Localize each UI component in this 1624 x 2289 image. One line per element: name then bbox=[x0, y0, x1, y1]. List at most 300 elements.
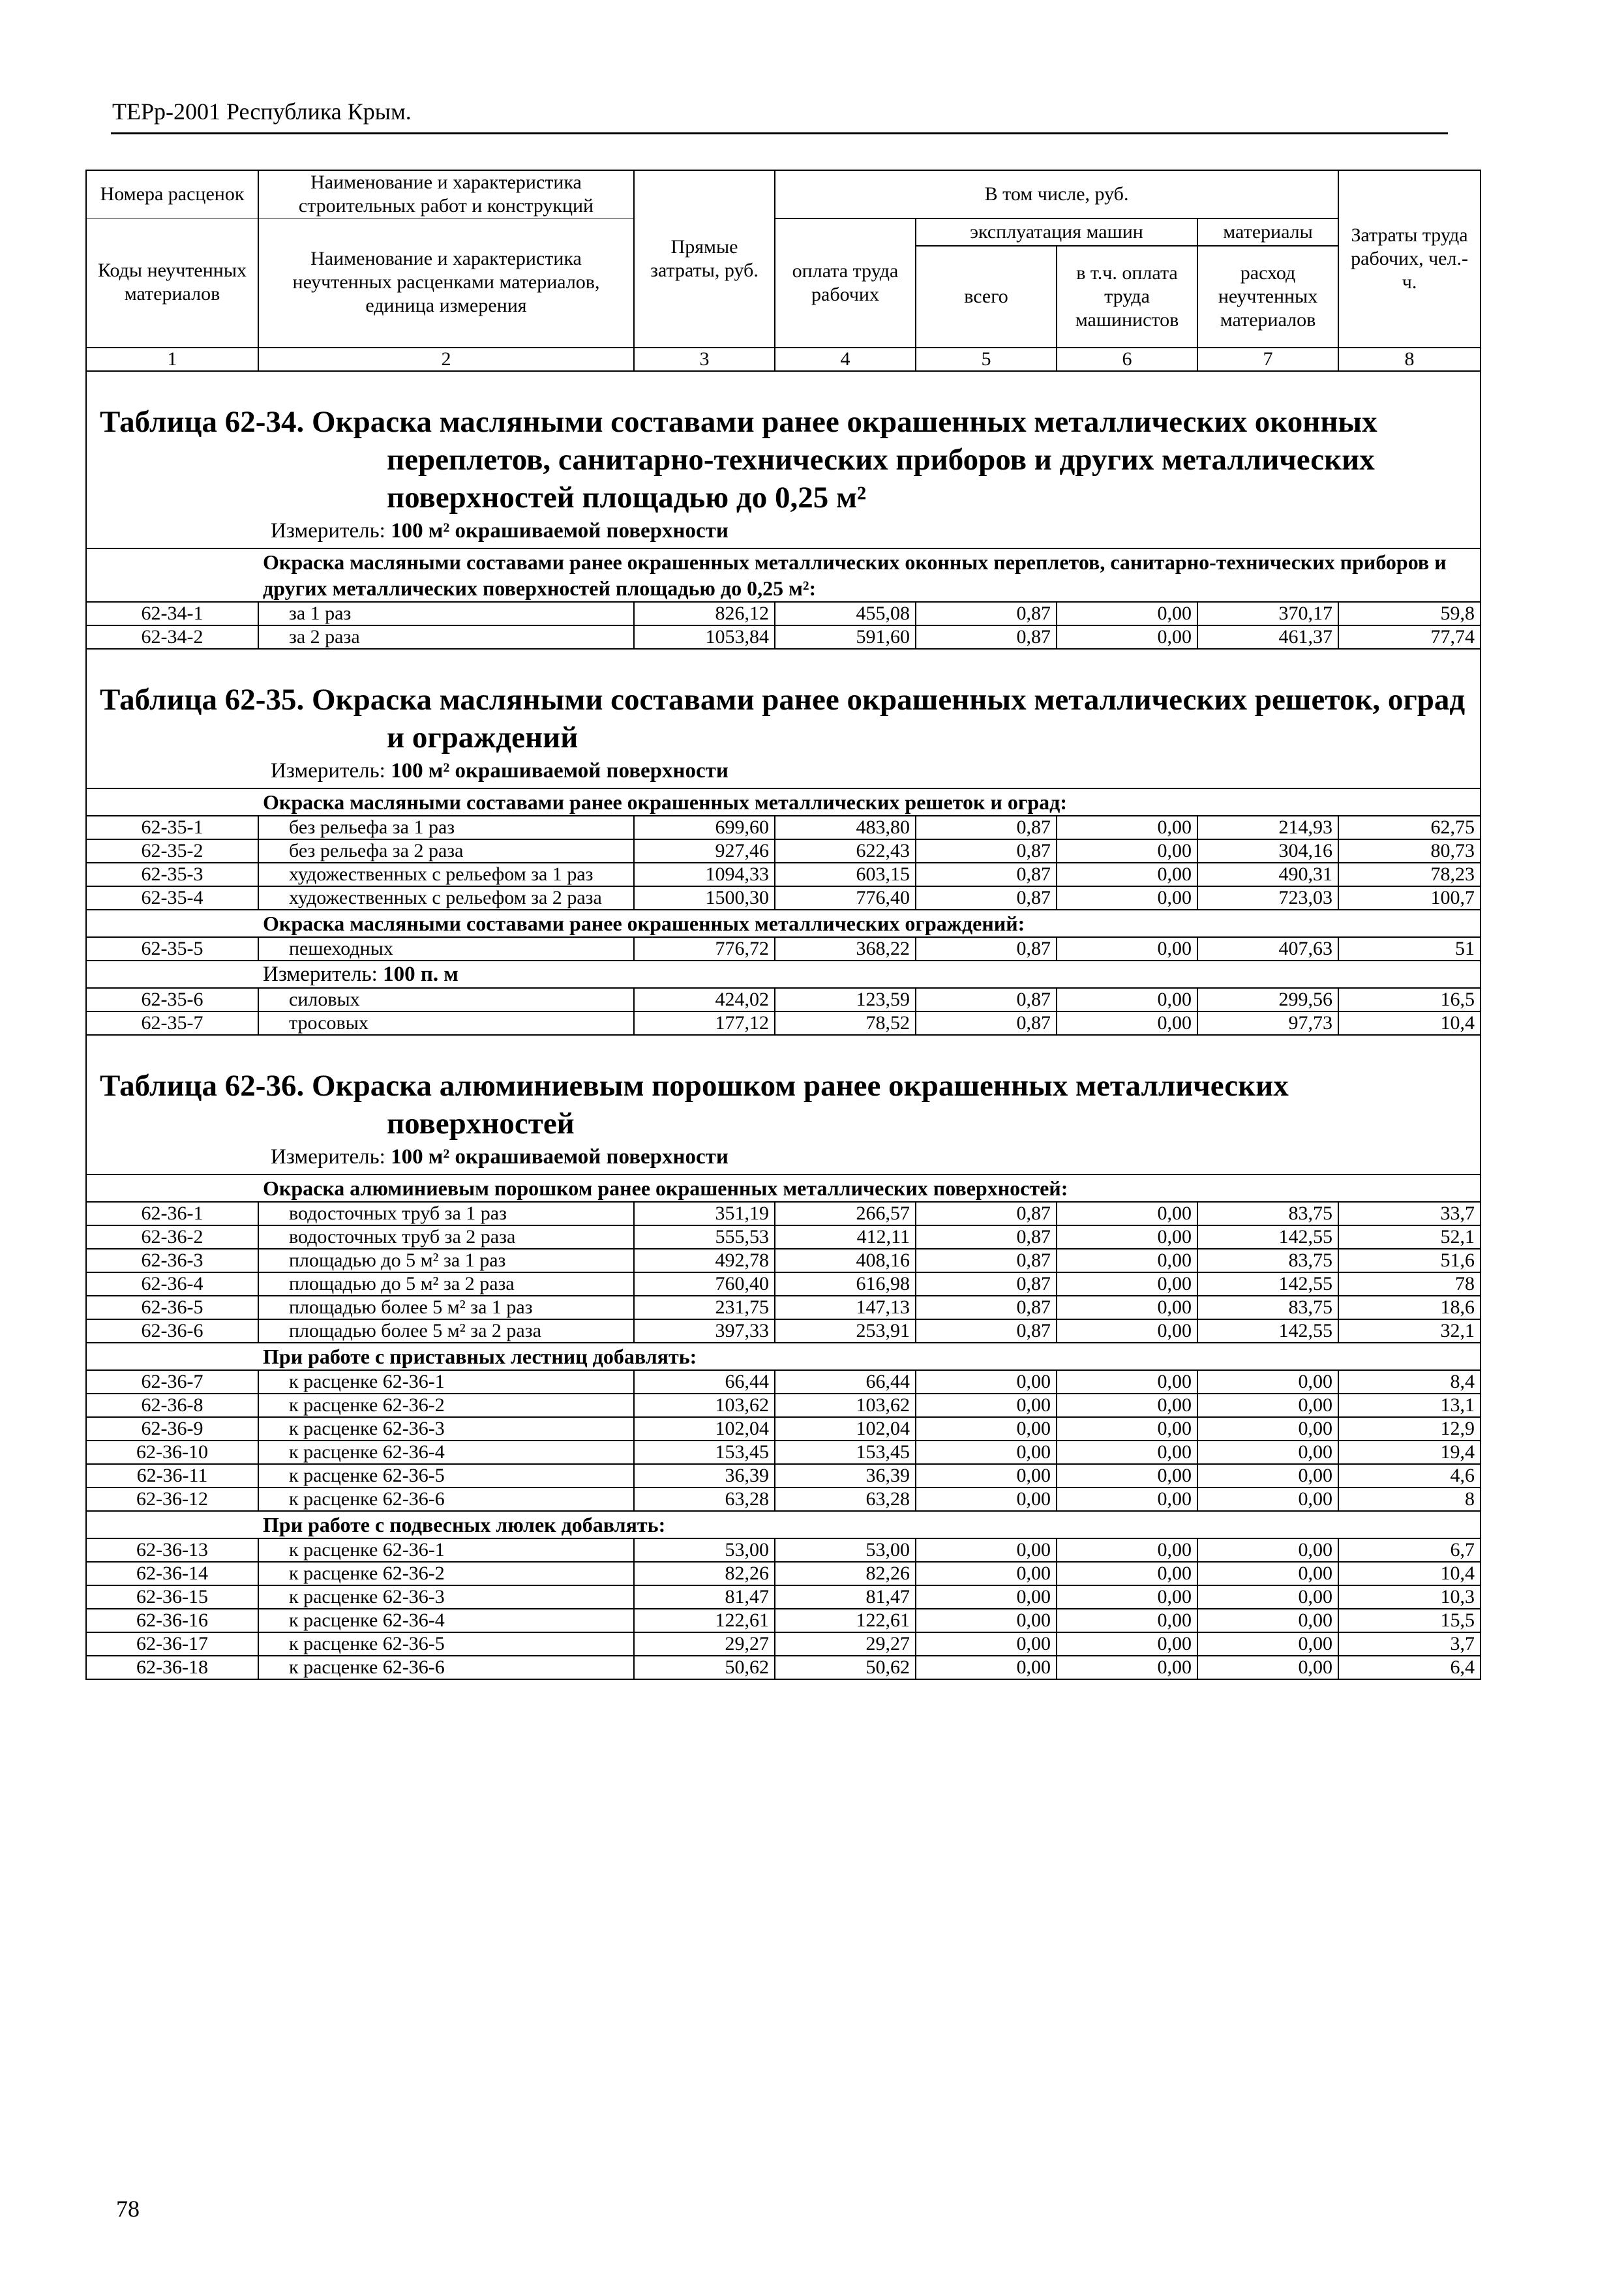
labor-pay: 153,45 bbox=[775, 1441, 916, 1464]
operator-pay: 0,00 bbox=[1057, 1394, 1197, 1417]
direct-cost: 555,53 bbox=[634, 1225, 775, 1249]
machines-total: 0,00 bbox=[916, 1609, 1057, 1632]
operator-pay: 0,00 bbox=[1057, 1585, 1197, 1609]
group-measure-row bbox=[86, 961, 1481, 988]
labor-pay: 591,60 bbox=[775, 625, 916, 649]
labor-hours: 3,7 bbox=[1338, 1632, 1481, 1656]
table-title: Таблица 62-35. Окраска масляными составами ранее окрашенных металлических решеток, оград и ограждений bbox=[100, 682, 1466, 755]
direct-cost: 103,62 bbox=[634, 1394, 775, 1417]
col-number-7: 7 bbox=[1197, 348, 1338, 371]
operator-pay: 0,00 bbox=[1057, 1488, 1197, 1511]
materials-cost: 0,00 bbox=[1197, 1656, 1338, 1679]
materials-cost: 0,00 bbox=[1197, 1585, 1338, 1609]
operator-pay: 0,00 bbox=[1057, 1011, 1197, 1035]
operator-pay: 0,00 bbox=[1057, 1370, 1197, 1394]
direct-cost: 102,04 bbox=[634, 1417, 775, 1441]
machines-total: 0,00 bbox=[916, 1562, 1057, 1585]
labor-hours: 77,74 bbox=[1338, 625, 1481, 649]
table-row bbox=[86, 1632, 1481, 1656]
direct-cost: 29,27 bbox=[634, 1632, 775, 1656]
direct-cost: 826,12 bbox=[634, 602, 775, 625]
col-number-2: 2 bbox=[258, 348, 634, 371]
machines-total: 0,87 bbox=[916, 1319, 1057, 1343]
machines-total: 0,87 bbox=[916, 625, 1057, 649]
rate-code: 62-35-3 bbox=[86, 863, 258, 886]
materials-cost: 299,56 bbox=[1197, 988, 1338, 1011]
labor-pay: 78,52 bbox=[775, 1011, 916, 1035]
labor-hours: 8 bbox=[1338, 1488, 1481, 1511]
table-row bbox=[86, 1272, 1481, 1296]
table-row bbox=[86, 1562, 1481, 1585]
labor-pay: 455,08 bbox=[775, 602, 916, 625]
work-description: площадью более 5 м² за 1 раз bbox=[258, 1296, 634, 1319]
rate-code: 62-36-16 bbox=[86, 1609, 258, 1632]
rate-code: 62-36-6 bbox=[86, 1319, 258, 1343]
labor-hours: 51 bbox=[1338, 937, 1481, 961]
labor-hours: 100,7 bbox=[1338, 886, 1481, 910]
labor-pay: 123,59 bbox=[775, 988, 916, 1011]
hdr-col3: Прямые затраты, руб. bbox=[634, 170, 775, 348]
direct-cost: 66,44 bbox=[634, 1370, 775, 1394]
direct-cost: 760,40 bbox=[634, 1272, 775, 1296]
work-description: к расценке 62-36-4 bbox=[258, 1441, 634, 1464]
direct-cost: 424,02 bbox=[634, 988, 775, 1011]
labor-hours: 59,8 bbox=[1338, 602, 1481, 625]
table-row bbox=[86, 988, 1481, 1011]
operator-pay: 0,00 bbox=[1057, 1538, 1197, 1562]
operator-pay: 0,00 bbox=[1057, 1441, 1197, 1464]
table-row bbox=[86, 937, 1481, 961]
group-heading: Окраска масляными составами ранее окрашенных металлических решеток и оград: bbox=[86, 788, 1481, 816]
table-row bbox=[86, 863, 1481, 886]
operator-pay: 0,00 bbox=[1057, 1319, 1197, 1343]
table-heading-row bbox=[86, 371, 1481, 548]
labor-pay: 53,00 bbox=[775, 1538, 916, 1562]
direct-cost: 397,33 bbox=[634, 1319, 775, 1343]
direct-cost: 36,39 bbox=[634, 1464, 775, 1488]
measure-label: Измеритель: bbox=[271, 518, 385, 543]
labor-pay: 50,62 bbox=[775, 1656, 916, 1679]
operator-pay: 0,00 bbox=[1057, 602, 1197, 625]
table-row bbox=[86, 1225, 1481, 1249]
work-description: к расценке 62-36-3 bbox=[258, 1585, 634, 1609]
operator-pay: 0,00 bbox=[1057, 937, 1197, 961]
rate-code: 62-35-5 bbox=[86, 937, 258, 961]
operator-pay: 0,00 bbox=[1057, 1632, 1197, 1656]
table-row bbox=[86, 1370, 1481, 1394]
hdr-incl: В том числе, руб. bbox=[775, 170, 1338, 218]
work-description: площадью более 5 м² за 2 раза bbox=[258, 1319, 634, 1343]
machines-total: 0,87 bbox=[916, 816, 1057, 839]
machines-total: 0,00 bbox=[916, 1632, 1057, 1656]
machines-total: 0,00 bbox=[916, 1585, 1057, 1609]
rates-table bbox=[85, 170, 1481, 1680]
labor-hours: 51,6 bbox=[1338, 1249, 1481, 1272]
work-description: за 2 раза bbox=[258, 625, 634, 649]
labor-pay: 36,39 bbox=[775, 1464, 916, 1488]
materials-cost: 83,75 bbox=[1197, 1202, 1338, 1225]
materials-cost: 142,55 bbox=[1197, 1225, 1338, 1249]
table-header bbox=[86, 170, 1481, 371]
hdr-col7: расход неучтенных материалов bbox=[1197, 246, 1338, 348]
labor-hours: 4,6 bbox=[1338, 1464, 1481, 1488]
labor-hours: 6,7 bbox=[1338, 1538, 1481, 1562]
table-row bbox=[86, 602, 1481, 625]
table-title: Таблица 62-34. Окраска масляными составами ранее окрашенных металлических оконных переплетов, санитарно-технических приборов и других металлических поверхностей площадью до 0,25 м² bbox=[100, 404, 1377, 515]
work-description: к расценке 62-36-4 bbox=[258, 1609, 634, 1632]
measure-line bbox=[100, 518, 1473, 544]
hdr-materials: материалы bbox=[1197, 218, 1338, 246]
rate-code: 62-36-3 bbox=[86, 1249, 258, 1272]
machines-total: 0,87 bbox=[916, 839, 1057, 863]
hdr-col5: всего bbox=[916, 246, 1057, 348]
table-row bbox=[86, 1538, 1481, 1562]
direct-cost: 50,62 bbox=[634, 1656, 775, 1679]
labor-hours: 10,4 bbox=[1338, 1011, 1481, 1035]
table-row bbox=[86, 1488, 1481, 1511]
materials-cost: 97,73 bbox=[1197, 1011, 1338, 1035]
labor-pay: 412,11 bbox=[775, 1225, 916, 1249]
direct-cost: 177,12 bbox=[634, 1011, 775, 1035]
labor-pay: 622,43 bbox=[775, 839, 916, 863]
table-section-title bbox=[86, 1035, 1481, 1174]
materials-cost: 304,16 bbox=[1197, 839, 1338, 863]
labor-pay: 776,40 bbox=[775, 886, 916, 910]
group-heading: При работе с подвесных люлек добавлять: bbox=[86, 1511, 1481, 1538]
group-heading-row bbox=[86, 1511, 1481, 1538]
direct-cost: 927,46 bbox=[634, 839, 775, 863]
labor-hours: 78 bbox=[1338, 1272, 1481, 1296]
direct-cost: 82,26 bbox=[634, 1562, 775, 1585]
operator-pay: 0,00 bbox=[1057, 625, 1197, 649]
materials-cost: 490,31 bbox=[1197, 863, 1338, 886]
table-body bbox=[86, 371, 1481, 1679]
col-number-6: 6 bbox=[1057, 348, 1197, 371]
labor-pay: 66,44 bbox=[775, 1370, 916, 1394]
operator-pay: 0,00 bbox=[1057, 839, 1197, 863]
labor-hours: 33,7 bbox=[1338, 1202, 1481, 1225]
labor-hours: 18,6 bbox=[1338, 1296, 1481, 1319]
header-rule bbox=[111, 132, 1448, 134]
rate-code: 62-36-18 bbox=[86, 1656, 258, 1679]
machines-total: 0,00 bbox=[916, 1488, 1057, 1511]
table-row bbox=[86, 1296, 1481, 1319]
group-heading: При работе с приставных лестниц добавлять: bbox=[86, 1343, 1481, 1370]
table-section-title bbox=[86, 649, 1481, 788]
labor-pay: 408,16 bbox=[775, 1249, 916, 1272]
work-description: к расценке 62-36-1 bbox=[258, 1538, 634, 1562]
labor-hours: 62,75 bbox=[1338, 816, 1481, 839]
group-heading: Окраска алюминиевым порошком ранее окрашенных металлических поверхностей: bbox=[86, 1174, 1481, 1202]
labor-pay: 81,47 bbox=[775, 1585, 916, 1609]
materials-cost: 370,17 bbox=[1197, 602, 1338, 625]
hdr-col2-top: Наименование и характеристика строительных работ и конструкций bbox=[258, 170, 634, 218]
operator-pay: 0,00 bbox=[1057, 1609, 1197, 1632]
materials-cost: 0,00 bbox=[1197, 1394, 1338, 1417]
labor-pay: 29,27 bbox=[775, 1632, 916, 1656]
rate-code: 62-36-10 bbox=[86, 1441, 258, 1464]
work-description: к расценке 62-36-1 bbox=[258, 1370, 634, 1394]
col-number-8: 8 bbox=[1338, 348, 1481, 371]
direct-cost: 153,45 bbox=[634, 1441, 775, 1464]
table-heading-row bbox=[86, 649, 1481, 788]
measure-value: 100 п. м bbox=[383, 962, 459, 986]
hdr-col1-top: Номера расценок bbox=[86, 170, 258, 218]
rate-code: 62-35-7 bbox=[86, 1011, 258, 1035]
work-description: художественных с рельефом за 2 раза bbox=[258, 886, 634, 910]
materials-cost: 723,03 bbox=[1197, 886, 1338, 910]
machines-total: 0,87 bbox=[916, 1011, 1057, 1035]
work-description: без рельефа за 2 раза bbox=[258, 839, 634, 863]
operator-pay: 0,00 bbox=[1057, 1272, 1197, 1296]
direct-cost: 699,60 bbox=[634, 816, 775, 839]
machines-total: 0,87 bbox=[916, 1202, 1057, 1225]
group-measure bbox=[86, 961, 1481, 988]
rate-code: 62-34-2 bbox=[86, 625, 258, 649]
work-description: пешеходных bbox=[258, 937, 634, 961]
direct-cost: 492,78 bbox=[634, 1249, 775, 1272]
materials-cost: 0,00 bbox=[1197, 1417, 1338, 1441]
direct-cost: 1500,30 bbox=[634, 886, 775, 910]
direct-cost: 776,72 bbox=[634, 937, 775, 961]
machines-total: 0,00 bbox=[916, 1394, 1057, 1417]
work-description: водосточных труб за 1 раз bbox=[258, 1202, 634, 1225]
rate-code: 62-36-2 bbox=[86, 1225, 258, 1249]
materials-cost: 83,75 bbox=[1197, 1296, 1338, 1319]
labor-pay: 102,04 bbox=[775, 1417, 916, 1441]
table-row bbox=[86, 886, 1481, 910]
machines-total: 0,00 bbox=[916, 1417, 1057, 1441]
machines-total: 0,00 bbox=[916, 1656, 1057, 1679]
machines-total: 0,87 bbox=[916, 988, 1057, 1011]
materials-cost: 83,75 bbox=[1197, 1249, 1338, 1272]
rate-code: 62-36-5 bbox=[86, 1296, 258, 1319]
measure-value: 100 м² окрашиваемой поверхности bbox=[391, 758, 729, 783]
materials-cost: 214,93 bbox=[1197, 816, 1338, 839]
labor-hours: 78,23 bbox=[1338, 863, 1481, 886]
table-row bbox=[86, 1585, 1481, 1609]
rate-code: 62-34-1 bbox=[86, 602, 258, 625]
work-description: к расценке 62-36-6 bbox=[258, 1656, 634, 1679]
rate-code: 62-35-2 bbox=[86, 839, 258, 863]
operator-pay: 0,00 bbox=[1057, 1249, 1197, 1272]
labor-hours: 32,1 bbox=[1338, 1319, 1481, 1343]
group-heading: Окраска масляными составами ранее окрашенных металлических оконных переплетов, санитарно-технических приборов и других металлических поверхностей площадью до 0,25 м²: bbox=[86, 548, 1481, 602]
work-description: без рельефа за 1 раз bbox=[258, 816, 634, 839]
materials-cost: 461,37 bbox=[1197, 625, 1338, 649]
rate-code: 62-36-11 bbox=[86, 1464, 258, 1488]
work-description: площадью до 5 м² за 1 раз bbox=[258, 1249, 634, 1272]
table-title: Таблица 62-36. Окраска алюминиевым порошком ранее окрашенных металлических поверхностей bbox=[100, 1068, 1289, 1141]
labor-hours: 6,4 bbox=[1338, 1656, 1481, 1679]
labor-hours: 16,5 bbox=[1338, 988, 1481, 1011]
direct-cost: 351,19 bbox=[634, 1202, 775, 1225]
operator-pay: 0,00 bbox=[1057, 1464, 1197, 1488]
table-row bbox=[86, 1464, 1481, 1488]
table-row bbox=[86, 1319, 1481, 1343]
operator-pay: 0,00 bbox=[1057, 1296, 1197, 1319]
work-description: к расценке 62-36-2 bbox=[258, 1562, 634, 1585]
measure-value: 100 м² окрашиваемой поверхности bbox=[391, 1144, 729, 1169]
hdr-col6: в т.ч. оплата труда машинистов bbox=[1057, 246, 1197, 348]
materials-cost: 142,55 bbox=[1197, 1272, 1338, 1296]
direct-cost: 63,28 bbox=[634, 1488, 775, 1511]
measure-label: Измеритель: bbox=[263, 962, 378, 986]
operator-pay: 0,00 bbox=[1057, 1417, 1197, 1441]
hdr-col1-bottom: Коды неучтенных материалов bbox=[86, 218, 258, 348]
rate-code: 62-35-1 bbox=[86, 816, 258, 839]
machines-total: 0,00 bbox=[916, 1464, 1057, 1488]
rate-code: 62-36-8 bbox=[86, 1394, 258, 1417]
hdr-col2-bottom: Наименование и характеристика неучтенных расценками материалов, единица измерения bbox=[258, 218, 634, 348]
rate-code: 62-36-12 bbox=[86, 1488, 258, 1511]
work-description: к расценке 62-36-5 bbox=[258, 1632, 634, 1656]
operator-pay: 0,00 bbox=[1057, 1656, 1197, 1679]
col-number-1: 1 bbox=[86, 348, 258, 371]
labor-pay: 63,28 bbox=[775, 1488, 916, 1511]
materials-cost: 142,55 bbox=[1197, 1319, 1338, 1343]
group-heading-row bbox=[86, 910, 1481, 937]
labor-pay: 147,13 bbox=[775, 1296, 916, 1319]
group-heading-row bbox=[86, 1343, 1481, 1370]
labor-pay: 103,62 bbox=[775, 1394, 916, 1417]
work-description: художественных с рельефом за 1 раз bbox=[258, 863, 634, 886]
work-description: тросовых bbox=[258, 1011, 634, 1035]
group-heading-row bbox=[86, 788, 1481, 816]
hdr-machines: эксплуатация машин bbox=[916, 218, 1197, 246]
work-description: к расценке 62-36-6 bbox=[258, 1488, 634, 1511]
col-number-4: 4 bbox=[775, 348, 916, 371]
machines-total: 0,00 bbox=[916, 1370, 1057, 1394]
table-section-title bbox=[86, 371, 1481, 548]
materials-cost: 0,00 bbox=[1197, 1441, 1338, 1464]
group-heading: Окраска масляными составами ранее окрашенных металлических ограждений: bbox=[86, 910, 1481, 937]
measure-value: 100 м² окрашиваемой поверхности bbox=[391, 518, 729, 543]
col-number-3: 3 bbox=[634, 348, 775, 371]
rate-code: 62-36-14 bbox=[86, 1562, 258, 1585]
table-row bbox=[86, 1609, 1481, 1632]
materials-cost: 0,00 bbox=[1197, 1464, 1338, 1488]
rate-code: 62-36-1 bbox=[86, 1202, 258, 1225]
direct-cost: 53,00 bbox=[634, 1538, 775, 1562]
direct-cost: 231,75 bbox=[634, 1296, 775, 1319]
work-description: за 1 раз bbox=[258, 602, 634, 625]
labor-hours: 10,4 bbox=[1338, 1562, 1481, 1585]
machines-total: 0,00 bbox=[916, 1441, 1057, 1464]
page-number: 78 bbox=[116, 2196, 140, 2222]
measure-line bbox=[100, 758, 1473, 784]
rate-code: 62-36-17 bbox=[86, 1632, 258, 1656]
measure-line bbox=[100, 1144, 1473, 1170]
rate-code: 62-36-15 bbox=[86, 1585, 258, 1609]
direct-cost: 1094,33 bbox=[634, 863, 775, 886]
hdr-col8: Затраты труда рабочих, чел.-ч. bbox=[1338, 170, 1481, 348]
table-row bbox=[86, 1202, 1481, 1225]
labor-pay: 266,57 bbox=[775, 1202, 916, 1225]
materials-cost: 0,00 bbox=[1197, 1488, 1338, 1511]
materials-cost: 0,00 bbox=[1197, 1562, 1338, 1585]
materials-cost: 0,00 bbox=[1197, 1609, 1338, 1632]
labor-hours: 8,4 bbox=[1338, 1370, 1481, 1394]
machines-total: 0,87 bbox=[916, 1225, 1057, 1249]
work-description: к расценке 62-36-3 bbox=[258, 1417, 634, 1441]
table-row bbox=[86, 1441, 1481, 1464]
labor-pay: 616,98 bbox=[775, 1272, 916, 1296]
labor-pay: 82,26 bbox=[775, 1562, 916, 1585]
rate-code: 62-36-9 bbox=[86, 1417, 258, 1441]
work-description: к расценке 62-36-2 bbox=[258, 1394, 634, 1417]
labor-pay: 603,15 bbox=[775, 863, 916, 886]
materials-cost: 0,00 bbox=[1197, 1632, 1338, 1656]
rate-code: 62-36-7 bbox=[86, 1370, 258, 1394]
labor-hours: 10,3 bbox=[1338, 1585, 1481, 1609]
measure-label: Измеритель: bbox=[271, 758, 385, 783]
table-heading-row bbox=[86, 1035, 1481, 1174]
labor-hours: 12,9 bbox=[1338, 1417, 1481, 1441]
machines-total: 0,87 bbox=[916, 602, 1057, 625]
labor-pay: 483,80 bbox=[775, 816, 916, 839]
labor-pay: 122,61 bbox=[775, 1609, 916, 1632]
materials-cost: 407,63 bbox=[1197, 937, 1338, 961]
operator-pay: 0,00 bbox=[1057, 1562, 1197, 1585]
col-number-5: 5 bbox=[916, 348, 1057, 371]
table-row bbox=[86, 1394, 1481, 1417]
table-row bbox=[86, 625, 1481, 649]
table-row bbox=[86, 816, 1481, 839]
labor-hours: 13,1 bbox=[1338, 1394, 1481, 1417]
work-description: площадью до 5 м² за 2 раза bbox=[258, 1272, 634, 1296]
materials-cost: 0,00 bbox=[1197, 1370, 1338, 1394]
machines-total: 0,87 bbox=[916, 863, 1057, 886]
work-description: силовых bbox=[258, 988, 634, 1011]
operator-pay: 0,00 bbox=[1057, 1225, 1197, 1249]
machines-total: 0,87 bbox=[916, 1272, 1057, 1296]
labor-hours: 80,73 bbox=[1338, 839, 1481, 863]
work-description: к расценке 62-36-5 bbox=[258, 1464, 634, 1488]
table-row bbox=[86, 1656, 1481, 1679]
machines-total: 0,87 bbox=[916, 1296, 1057, 1319]
operator-pay: 0,00 bbox=[1057, 816, 1197, 839]
rate-code: 62-35-4 bbox=[86, 886, 258, 910]
materials-cost: 0,00 bbox=[1197, 1538, 1338, 1562]
table-row bbox=[86, 839, 1481, 863]
rate-code: 62-35-6 bbox=[86, 988, 258, 1011]
labor-hours: 19,4 bbox=[1338, 1441, 1481, 1464]
machines-total: 0,87 bbox=[916, 1249, 1057, 1272]
rate-code: 62-36-4 bbox=[86, 1272, 258, 1296]
group-heading-row bbox=[86, 1174, 1481, 1202]
work-description: водосточных труб за 2 раза bbox=[258, 1225, 634, 1249]
labor-pay: 368,22 bbox=[775, 937, 916, 961]
table-row bbox=[86, 1417, 1481, 1441]
direct-cost: 122,61 bbox=[634, 1609, 775, 1632]
direct-cost: 1053,84 bbox=[634, 625, 775, 649]
machines-total: 0,00 bbox=[916, 1538, 1057, 1562]
running-head: ТЕРр-2001 Республика Крым. bbox=[112, 98, 412, 125]
rate-code: 62-36-13 bbox=[86, 1538, 258, 1562]
table-row bbox=[86, 1249, 1481, 1272]
operator-pay: 0,00 bbox=[1057, 886, 1197, 910]
labor-hours: 52,1 bbox=[1338, 1225, 1481, 1249]
operator-pay: 0,00 bbox=[1057, 863, 1197, 886]
machines-total: 0,87 bbox=[916, 937, 1057, 961]
operator-pay: 0,00 bbox=[1057, 1202, 1197, 1225]
direct-cost: 81,47 bbox=[634, 1585, 775, 1609]
hdr-col4: оплата труда рабочих bbox=[775, 218, 916, 348]
table-row bbox=[86, 1011, 1481, 1035]
operator-pay: 0,00 bbox=[1057, 988, 1197, 1011]
labor-hours: 15,5 bbox=[1338, 1609, 1481, 1632]
